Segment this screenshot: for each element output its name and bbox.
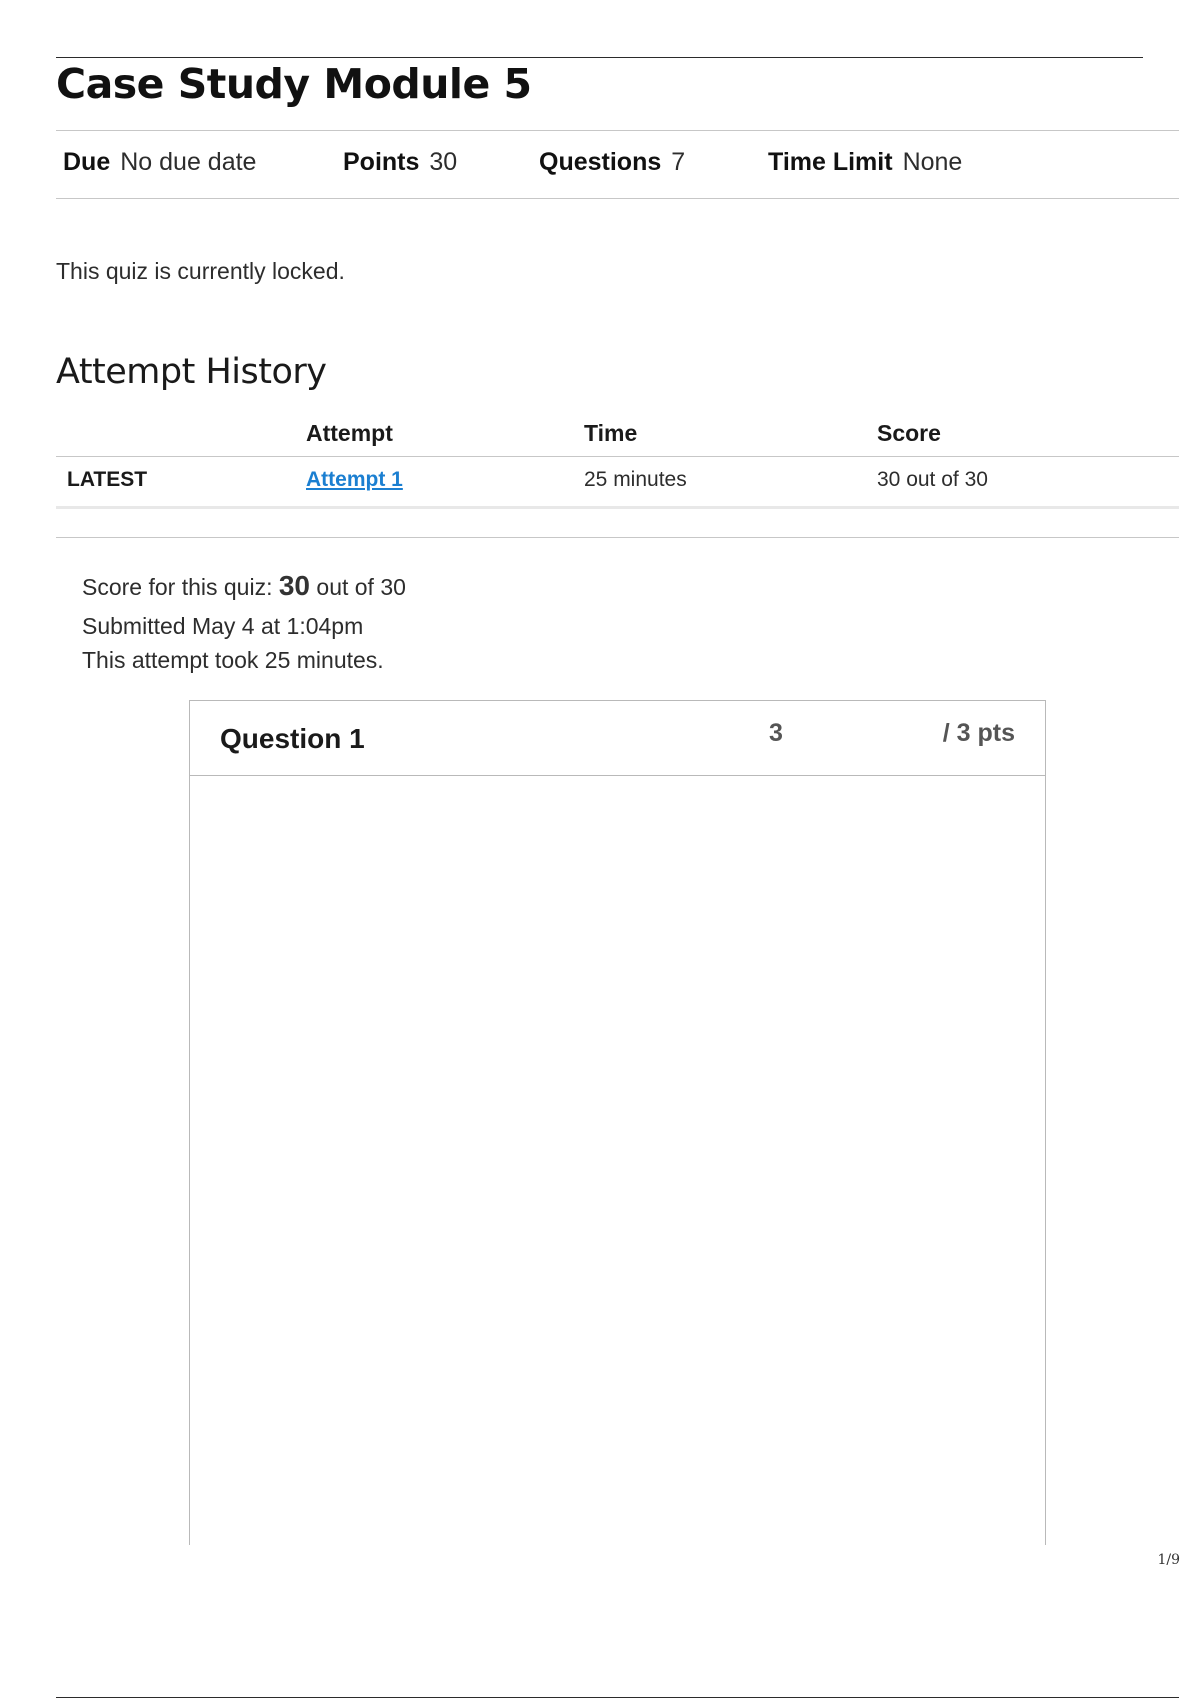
question-possible-points: / 3 pts [942,719,1015,747]
details-top-rule [56,130,1179,131]
bottom-rule [56,1697,1179,1698]
attempt-1-link[interactable]: Attempt 1 [306,468,403,491]
locked-notice: This quiz is currently locked. [56,258,345,284]
question-card [189,700,1046,1545]
due-detail [63,148,256,177]
page-number: 1/9 [1157,1552,1180,1568]
time-limit-detail [768,148,962,177]
question-header [190,701,1045,776]
points-detail [343,148,457,177]
details-bottom-rule [56,198,1179,199]
submitted-line: Submitted May 4 at 1:04pm [82,613,364,639]
score-prefix: Score for this quiz: [82,574,279,600]
questions-label: Questions [539,148,662,176]
points-label: Points [343,148,420,176]
summary-top-rule [56,537,1179,538]
table-header-rule [56,456,1179,457]
questions-value: 7 [671,148,686,176]
top-rule [56,57,1143,58]
time-limit-value: None [902,148,963,176]
question-title: Question 1 [220,723,365,754]
column-header-attempt: Attempt [306,420,393,446]
time-cell: 25 minutes [584,468,687,491]
attempt-history-heading: Attempt History [56,352,327,392]
quiz-score-line [82,570,406,602]
column-header-score: Score [877,420,941,446]
attempt-cell [306,468,403,492]
points-value: 30 [429,148,458,176]
due-label: Due [63,148,111,176]
duration-line: This attempt took 25 minutes. [82,647,384,673]
time-limit-label: Time Limit [768,148,893,176]
score-cell: 30 out of 30 [877,468,988,491]
latest-tag: LATEST [67,468,148,491]
column-header-time: Time [584,420,638,446]
page-title: Case Study Module 5 [56,60,532,108]
score-value: 30 [278,570,311,601]
score-suffix: out of 30 [310,574,406,600]
questions-detail [539,148,685,177]
question-earned-points: 3 [769,719,783,747]
due-value: No due date [120,148,257,176]
table-row-rule [56,506,1179,509]
